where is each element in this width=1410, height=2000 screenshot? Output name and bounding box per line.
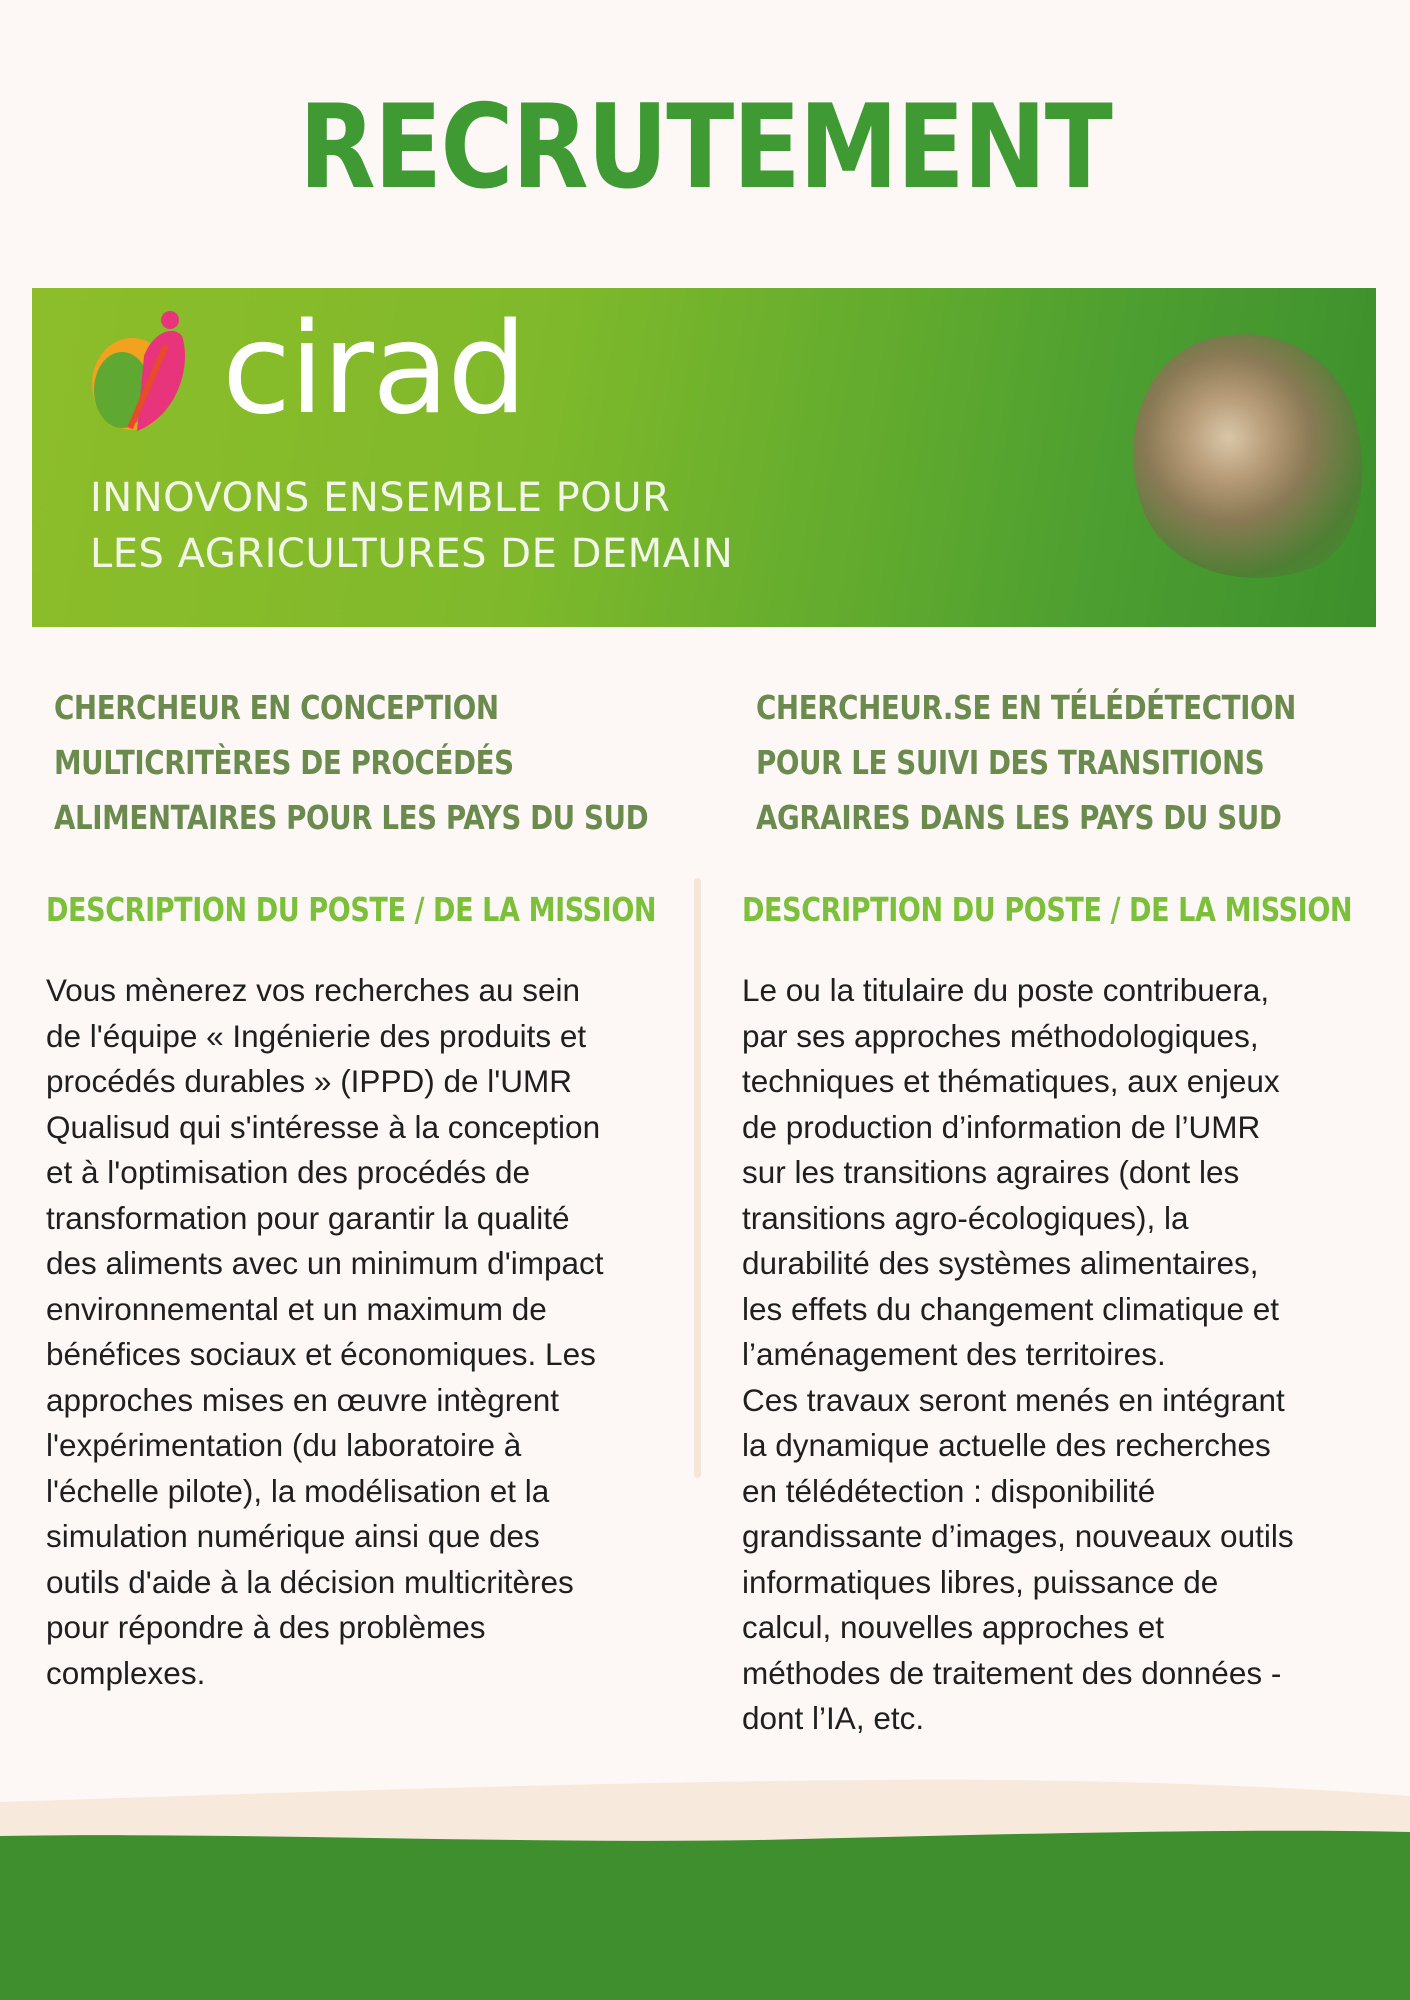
description-line: durabilité des systèmes alimentaires, [742,1245,1259,1281]
description-line: informatiques libres, puissance de [742,1563,1219,1600]
left-job-column [46,680,686,1691]
description-line: Vous mènerez vos recherches au sein [46,972,581,1008]
description-line: bénéfices sociaux et économiques. Les [46,1336,596,1372]
footer-wave [0,1772,1410,2000]
description-line: procédés durables » (IPPD) de l'UMR [46,1063,572,1099]
description-line: transitions agro-écologiques), la [742,1199,1189,1236]
page-title: RECRUTEMENT [298,80,1112,215]
tagline-line: INNOVONS ENSEMBLE POUR [90,475,671,521]
left-section-heading: DESCRIPTION DU POSTE / DE LA MISSION [46,890,657,929]
description-line: l'échelle pilote), la modélisation et la [46,1472,550,1509]
description-line: simulation numérique ainsi que des [46,1518,540,1554]
description-line: des aliments avec un minimum d'impact [46,1245,604,1281]
farmer-photo [1099,304,1376,613]
description-line: l'expérimentation (du laboratoire à [46,1427,522,1463]
banner-tagline [90,470,733,582]
description-line: l’aménagement des territoires. [742,1336,1166,1372]
right-job-column [742,680,1382,1736]
job-title-line: MULTICRITÈRES DE PROCÉDÉS [54,743,514,782]
job-title-line: CHERCHEUR.SE EN TÉLÉDÉTECTION [756,688,1296,727]
description-line: complexes. [46,1654,206,1691]
description-line: de l'équipe « Ingénierie des produits et [46,1017,587,1054]
description-line: calcul, nouvelles approches et [742,1609,1165,1645]
cirad-logo-text: cirad [222,295,526,442]
job-title-line: POUR LE SUIVI DES TRANSITIONS [756,743,1265,782]
description-line: en télédétection : disponibilité [742,1472,1156,1509]
description-line: transformation pour garantir la qualité [46,1199,570,1236]
description-line: et à l'optimisation des procédés de [46,1154,531,1190]
right-job-title [756,680,1296,845]
description-line: grandissante d’images, nouveaux outils [742,1518,1294,1554]
cirad-logo-icon [82,306,202,436]
description-line: par ses approches méthodologiques, [742,1017,1259,1054]
description-line: dont l’IA, etc. [742,1700,925,1736]
description-line: environnemental et un maximum de [46,1290,547,1327]
description-line: outils d'aide à la décision multicritères [46,1563,574,1600]
column-divider [694,878,701,1478]
description-line: techniques et thématiques, aux enjeux [742,1063,1280,1099]
description-line: approches mises en œuvre intègrent [46,1381,559,1418]
description-line: méthodes de traitement des données - [742,1654,1282,1691]
description-line: Le ou la titulaire du poste contribuera, [742,972,1270,1008]
left-description [46,968,696,1696]
description-line: les effets du changement climatique et [742,1290,1279,1327]
job-title-line: AGRAIRES DANS LES PAYS DU SUD [756,798,1282,837]
description-line: Qualisud qui s'intéresse à la conception [46,1108,601,1145]
tagline-line: LES AGRICULTURES DE DEMAIN [90,531,734,577]
cirad-banner [32,288,1376,627]
description-line: sur les transitions agraires (dont les [742,1154,1240,1190]
description-line: pour répondre à des problèmes [46,1609,486,1645]
description-line: la dynamique actuelle des recherches [742,1427,1271,1463]
job-title-line: ALIMENTAIRES POUR LES PAYS DU SUD [54,798,649,837]
right-description [742,968,1392,1742]
left-job-title [54,680,649,845]
description-line: de production d’information de l’UMR [742,1108,1261,1145]
right-section-heading: DESCRIPTION DU POSTE / DE LA MISSION [742,890,1353,929]
description-line: Ces travaux seront menés en intégrant [742,1381,1285,1418]
job-title-line: CHERCHEUR EN CONCEPTION [54,688,499,727]
